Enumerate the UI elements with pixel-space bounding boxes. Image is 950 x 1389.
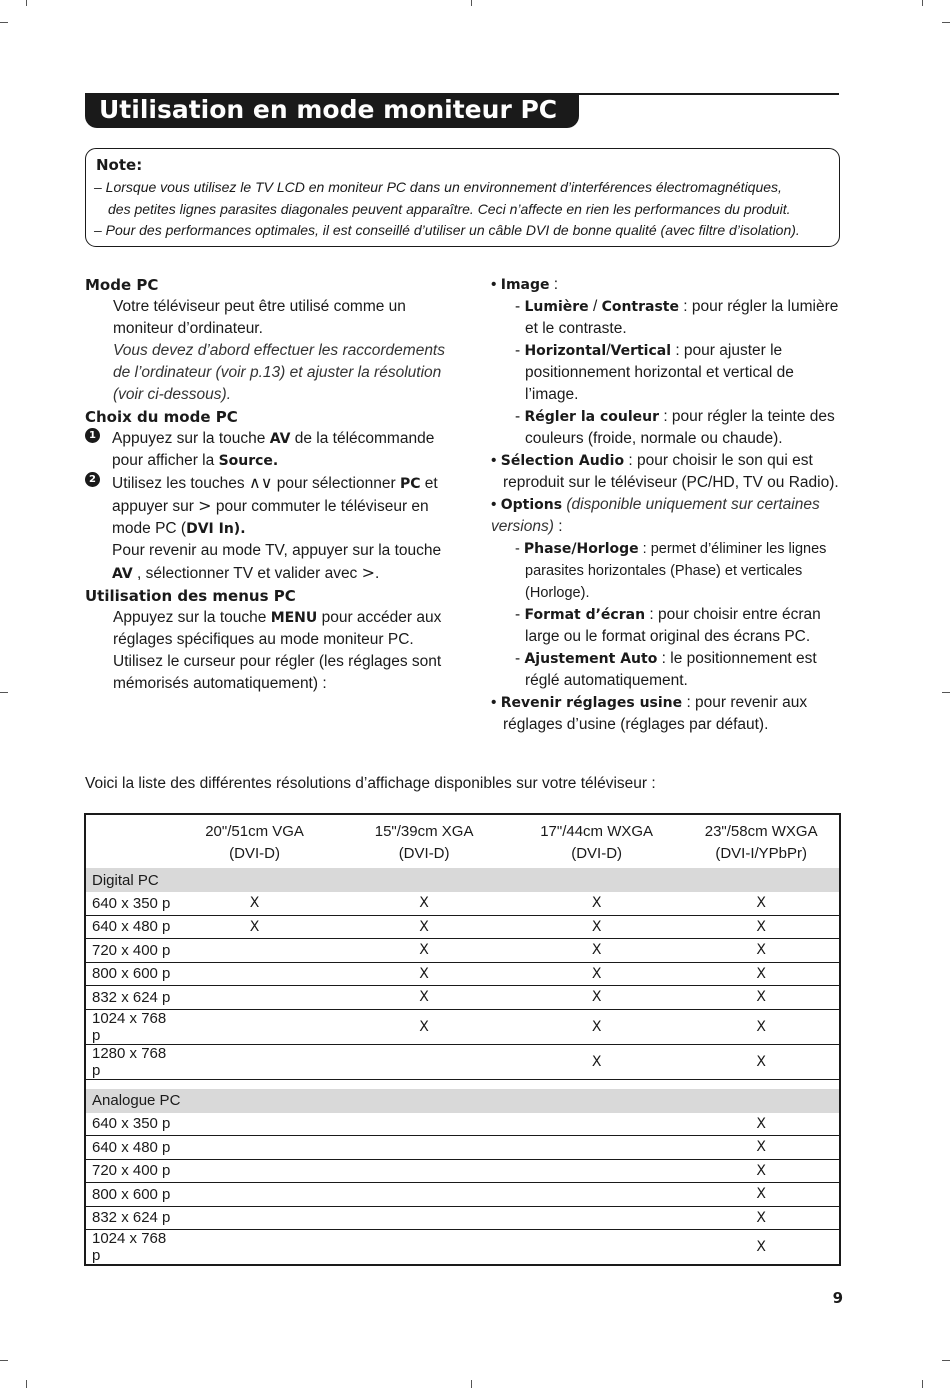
supported-mark: X bbox=[338, 915, 510, 939]
crop-mark bbox=[471, 1380, 472, 1388]
table-section-title: Analogue PC bbox=[85, 1089, 840, 1113]
empty-cell bbox=[171, 1113, 339, 1136]
empty-cell bbox=[510, 1206, 684, 1230]
table-row bbox=[85, 1044, 840, 1079]
sub-phase-horloge: - Phase/Horloge : permet d’éliminer les lignes parasites horizontales (Phase) et verticales (Horloge). bbox=[515, 541, 827, 601]
table-row bbox=[85, 962, 840, 986]
supported-mark: X bbox=[510, 1009, 684, 1044]
supported-mark: X bbox=[683, 1159, 840, 1183]
crop-mark bbox=[942, 1360, 950, 1361]
table-header-cell bbox=[338, 814, 510, 868]
empty-cell bbox=[338, 1044, 510, 1079]
table-header-cell bbox=[171, 814, 339, 868]
empty-cell bbox=[338, 1230, 510, 1266]
supported-mark: X bbox=[171, 892, 339, 915]
table-header-model: 23"/58cm WXGA bbox=[704, 823, 818, 840]
bullet-image: • Image : bbox=[491, 276, 559, 293]
step-2 bbox=[85, 472, 460, 585]
step-1-text: Appuyez sur la touche AV de la télécommande pour afficher la Source. bbox=[112, 430, 435, 469]
step-number-badge: 2 bbox=[85, 472, 100, 487]
bullet-options: • Options (disponible uniquement sur certaines versions) : bbox=[491, 496, 820, 535]
empty-cell bbox=[338, 1136, 510, 1160]
resolution-cell: 800 x 600 p bbox=[85, 962, 171, 986]
table-row bbox=[85, 1009, 840, 1044]
table-gap-row bbox=[85, 1079, 840, 1089]
empty-cell bbox=[510, 1230, 684, 1266]
supported-mark: X bbox=[683, 1113, 840, 1136]
supported-mark: X bbox=[683, 1183, 840, 1207]
note-box bbox=[85, 148, 840, 247]
crop-mark bbox=[922, 0, 923, 6]
supported-mark: X bbox=[683, 939, 840, 963]
resolution-table bbox=[84, 813, 841, 1266]
step-1 bbox=[85, 428, 460, 472]
table-header-cell bbox=[510, 814, 684, 868]
table-header-input: (DVI-D) bbox=[398, 845, 450, 862]
supported-mark: X bbox=[510, 892, 684, 915]
bullet-revenir: • Revenir réglages usine : pour revenir aux réglages d’usine (réglages par défaut). bbox=[491, 694, 808, 733]
empty-cell bbox=[171, 1159, 339, 1183]
supported-mark: X bbox=[510, 915, 684, 939]
empty-cell bbox=[510, 1113, 684, 1136]
bullet-audio: • Sélection Audio : pour choisir le son qui est reproduit sur le téléviseur (PC/HD, TV ou Radio). bbox=[491, 452, 839, 491]
table-row bbox=[85, 1159, 840, 1183]
left-column bbox=[85, 274, 460, 695]
table-section-row bbox=[85, 868, 840, 892]
page-number: 9 bbox=[832, 1289, 843, 1307]
note-line: – Lorsque vous utilisez le TV LCD en moniteur PC dans un environnement d’interférences électromagnétiques, bbox=[94, 179, 782, 195]
empty-cell bbox=[171, 962, 339, 986]
empty-cell bbox=[171, 1230, 339, 1266]
resolution-cell: 1024 x 768 p bbox=[85, 1009, 171, 1044]
resolution-cell: 720 x 400 p bbox=[85, 939, 171, 963]
empty-cell bbox=[171, 939, 339, 963]
supported-mark: X bbox=[683, 1044, 840, 1079]
crop-mark bbox=[942, 22, 950, 23]
crop-mark bbox=[0, 22, 8, 23]
resolution-cell: 1024 x 768 p bbox=[85, 1230, 171, 1266]
crop-mark bbox=[942, 692, 950, 693]
resolutions-intro: Voici la liste des différentes résolutions d’affichage disponibles sur votre téléviseur : bbox=[85, 775, 656, 792]
resolution-cell: 640 x 350 p bbox=[85, 1113, 171, 1136]
resolution-cell: 720 x 400 p bbox=[85, 1159, 171, 1183]
supported-mark: X bbox=[683, 986, 840, 1010]
resolution-cell: 640 x 350 p bbox=[85, 892, 171, 915]
table-header-model: 17"/44cm WXGA bbox=[540, 823, 654, 840]
supported-mark: X bbox=[338, 892, 510, 915]
menus-heading: Utilisation des menus PC bbox=[85, 587, 296, 605]
supported-mark: X bbox=[338, 1009, 510, 1044]
sub-ajustement: - Ajustement Auto : le positionnement est réglé automatiquement. bbox=[515, 650, 817, 689]
crop-mark bbox=[26, 0, 27, 6]
supported-mark: X bbox=[510, 986, 684, 1010]
table-header-model: 15"/39cm XGA bbox=[374, 823, 474, 840]
table-header-input: (DVI-D) bbox=[229, 845, 280, 862]
note-line: des petites lignes parasites diagonales peuvent apparaître. Ceci n’affecte en rien les performances du produit. bbox=[108, 200, 791, 217]
right-arrow-icon: > bbox=[198, 496, 212, 515]
supported-mark: X bbox=[683, 915, 840, 939]
empty-cell bbox=[171, 1136, 339, 1160]
sub-couleur: - Régler la couleur : pour régler la teinte des couleurs (froide, normale ou chaude). bbox=[515, 408, 835, 447]
table-header-row bbox=[85, 814, 840, 868]
table-section-row bbox=[85, 1089, 840, 1113]
table-header-empty bbox=[85, 814, 171, 868]
page-title: Utilisation en mode moniteur PC bbox=[85, 93, 579, 128]
empty-cell bbox=[171, 986, 339, 1010]
table-row bbox=[85, 939, 840, 963]
resolution-cell: 640 x 480 p bbox=[85, 1136, 171, 1160]
table-header-cell bbox=[683, 814, 840, 868]
resolution-cell: 832 x 624 p bbox=[85, 986, 171, 1010]
table-row bbox=[85, 1183, 840, 1207]
resolution-cell: 640 x 480 p bbox=[85, 915, 171, 939]
empty-cell bbox=[171, 1009, 339, 1044]
right-column bbox=[491, 274, 846, 736]
sub-lumiere: - Lumière / Contraste : pour régler la lumière et le contraste. bbox=[515, 298, 839, 337]
table-row bbox=[85, 1206, 840, 1230]
empty-cell bbox=[171, 1206, 339, 1230]
resolution-cell: 800 x 600 p bbox=[85, 1183, 171, 1207]
step-number-badge: 1 bbox=[85, 428, 100, 443]
supported-mark: X bbox=[683, 962, 840, 986]
empty-cell bbox=[510, 1183, 684, 1207]
resolution-cell: 1280 x 768 p bbox=[85, 1044, 171, 1079]
supported-mark: X bbox=[338, 986, 510, 1010]
mode-pc-heading: Mode PC bbox=[85, 276, 159, 294]
crop-mark bbox=[471, 0, 472, 6]
empty-cell bbox=[510, 1136, 684, 1160]
sub-horizontal-vertical: - Horizontal/Vertical : pour ajuster le positionnement horizontal et vertical de l’image. bbox=[515, 342, 794, 403]
supported-mark: X bbox=[510, 962, 684, 986]
empty-cell bbox=[338, 1206, 510, 1230]
table-section-title: Digital PC bbox=[85, 868, 840, 892]
empty-cell bbox=[338, 1113, 510, 1136]
supported-mark: X bbox=[510, 1044, 684, 1079]
table-row bbox=[85, 892, 840, 915]
step-2-text: Utilisez les touches ∧∨ pour sélectionner PC et appuyer sur > pour commuter le téléviseur en mode PC (DVI In). Pour revenir au mode TV, appuyer sur la touche AV , sélectionner TV et valider avec >. bbox=[112, 473, 442, 582]
supported-mark: X bbox=[171, 915, 339, 939]
up-down-keys-icon: ∧∨ bbox=[248, 473, 273, 492]
crop-mark bbox=[0, 692, 8, 693]
supported-mark: X bbox=[510, 939, 684, 963]
empty-cell bbox=[171, 1044, 339, 1079]
empty-cell bbox=[510, 1159, 684, 1183]
note-title: Note: bbox=[96, 156, 143, 174]
supported-mark: X bbox=[683, 892, 840, 915]
supported-mark: X bbox=[338, 962, 510, 986]
note-line: – Pour des performances optimales, il est conseillé d’utiliser un câble DVI de bonne qualité (avec filtre d’isolation). bbox=[94, 222, 800, 238]
table-row bbox=[85, 1113, 840, 1136]
choix-heading: Choix du mode PC bbox=[85, 408, 238, 426]
mode-pc-text: Votre téléviseur peut être utilisé comme un moniteur d’ordinateur. bbox=[113, 298, 406, 337]
crop-mark bbox=[922, 1380, 923, 1388]
right-arrow-icon: > bbox=[361, 563, 376, 582]
table-header-input: (DVI-D) bbox=[571, 845, 623, 862]
crop-mark bbox=[0, 1360, 8, 1361]
supported-mark: X bbox=[683, 1206, 840, 1230]
table-row bbox=[85, 986, 840, 1010]
menus-text: Appuyez sur la touche MENU pour accéder aux réglages spécifiques au mode moniteur PC. Utilisez le curseur pour régler (les réglages sont mémorisés automatiquement) : bbox=[113, 609, 442, 692]
empty-cell bbox=[171, 1183, 339, 1207]
supported-mark: X bbox=[683, 1230, 840, 1266]
supported-mark: X bbox=[683, 1136, 840, 1160]
empty-cell bbox=[338, 1159, 510, 1183]
table-row bbox=[85, 1136, 840, 1160]
resolution-cell: 832 x 624 p bbox=[85, 1206, 171, 1230]
mode-pc-italic-note: Vous devez d’abord effectuer les raccordements de l’ordinateur (voir p.13) et ajuster la résolution (voir ci-dessous). bbox=[113, 342, 445, 403]
table-row bbox=[85, 1230, 840, 1266]
table-row bbox=[85, 915, 840, 939]
supported-mark: X bbox=[338, 939, 510, 963]
crop-mark bbox=[26, 1380, 27, 1388]
table-header-model: 20"/51cm VGA bbox=[205, 823, 304, 840]
table-header-input: (DVI-I/YPbPr) bbox=[715, 845, 808, 862]
empty-cell bbox=[338, 1183, 510, 1207]
sub-format: - Format d’écran : pour choisir entre écran large ou le format original des écrans PC. bbox=[515, 606, 821, 645]
supported-mark: X bbox=[683, 1009, 840, 1044]
